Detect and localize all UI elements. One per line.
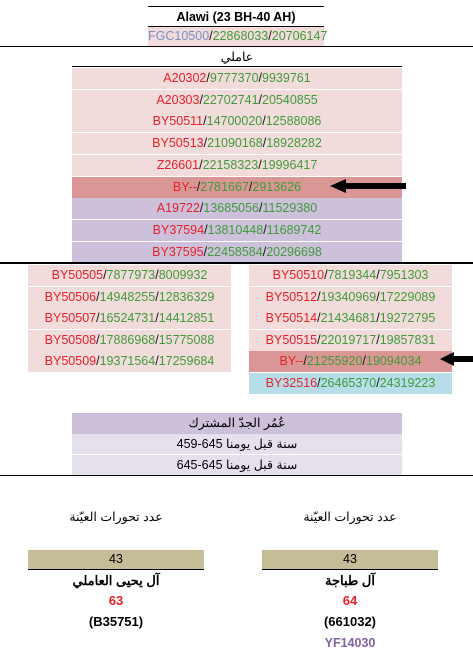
position-b: 19272795 (379, 311, 436, 325)
position-a: 21434681 (320, 311, 377, 325)
snp-name: BY50508 (44, 332, 97, 347)
snp-row: BY50507/16524731/14412851 (28, 308, 231, 329)
snp-name: BY50507 (44, 311, 97, 325)
right-kit-id: (661032) (323, 614, 377, 629)
position-a: 16524731 (99, 311, 156, 325)
left-mutation-label: عدد تحورات العيّنة (69, 510, 163, 524)
position-a: 9777370 (209, 71, 259, 85)
position-b: 12836329 (158, 289, 215, 304)
position-b: 19094034 (365, 354, 422, 368)
position-a: 14700020 (206, 114, 263, 129)
snp-name: BY50512 (265, 289, 318, 304)
position-b: 12588086 (265, 114, 322, 129)
snp-row: A19722/13685056/11529380 (72, 198, 402, 219)
snp-name: BY37594 (152, 222, 205, 237)
position-b: 20296698 (266, 244, 322, 259)
position-b: 7951303 (379, 268, 429, 282)
right-mutation-label: عدد تحورات العيّنة (303, 510, 397, 524)
snp-row: BY50509/19371564/17259684 (28, 351, 231, 372)
snp-name: BY50514 (265, 311, 318, 325)
left-count-divider (28, 569, 204, 570)
full-divider-top (0, 46, 473, 47)
position-a: 19340969 (320, 289, 377, 304)
position-a: 21255920 (306, 354, 363, 368)
position-b: 17259684 (158, 354, 215, 368)
right-snp-id: YF14030 (324, 636, 376, 650)
position-b: 8009932 (158, 268, 208, 282)
snp-name: Z26601 (156, 157, 200, 172)
arrow-left-icon (440, 352, 473, 366)
position-b: 9939761 (262, 71, 311, 85)
position-b: 24319223 (379, 375, 436, 390)
snp-row: A20303/22702741/20540855 (72, 90, 402, 111)
snp-row: BY50511/14700020/12588086 (72, 111, 402, 132)
position-b: 11529380 (262, 201, 318, 216)
snp-row: BY50508/17886968/15775088 (28, 330, 231, 351)
tmrca-divider (0, 475, 473, 476)
position-b: 2913626 (252, 179, 302, 194)
snp-row: BY50510/7819344/7951303 (249, 265, 452, 286)
position-a: 22158323 (202, 157, 259, 172)
position-a: 19371564 (99, 354, 156, 368)
position-b: 19857831 (379, 332, 436, 347)
position-a: 22702741 (202, 92, 259, 107)
header-pos-b: 20706147 (271, 29, 328, 43)
snp-row: BY--/2781667/2913626 (72, 177, 402, 198)
header-pos-a: 22868033 (212, 29, 269, 43)
snp-name: BY-- (279, 354, 304, 368)
tmrca-line-2: 645-645 سنة قبل يومنا (72, 455, 402, 475)
snp-name: BY50506 (44, 289, 97, 304)
position-a: 26465370 (320, 375, 377, 390)
snp-row: BY50512/19340969/17229089 (249, 287, 452, 308)
snp-name: BY32516 (265, 375, 318, 390)
snp-name: BY50510 (272, 268, 325, 282)
position-b: 14412851 (158, 311, 215, 325)
position-a: 17886968 (99, 332, 156, 347)
snp-row: BY50513/21090168/18928282 (72, 133, 402, 154)
snp-name: BY-- (172, 179, 197, 194)
snp-name: BY50513 (152, 136, 204, 151)
snp-name: BY50515 (265, 332, 318, 347)
snp-name: BY50505 (51, 268, 104, 282)
left-number: 63 (108, 593, 124, 608)
snp-row: BY32516/26465370/24319223 (249, 373, 452, 394)
position-a: 13685056 (203, 201, 260, 216)
position-a: 7819344 (327, 268, 377, 282)
position-b: 18928282 (266, 136, 322, 151)
right-mutation-count: 43 (262, 550, 438, 569)
snp-name: A19722 (156, 201, 200, 216)
position-a: 13810448 (207, 222, 264, 237)
branch-label: عاملي (220, 50, 254, 64)
position-a: 7877973 (106, 268, 156, 282)
position-b: 20540855 (262, 92, 318, 107)
header-snp: FGC10500 (148, 29, 210, 43)
snp-name: BY50509 (44, 354, 97, 368)
tmrca-line-1: 459-645 سنة قبل يومنا (72, 434, 402, 454)
left-family-name: آل يحيى العاملي (72, 573, 160, 588)
right-count-divider (262, 569, 438, 570)
snp-row: BY50506/14948255/12836329 (28, 287, 231, 308)
snp-row: BY--/21255920/19094034 (249, 351, 452, 372)
snp-name: BY37595 (152, 244, 204, 259)
position-b: 17229089 (379, 289, 436, 304)
header-snp-row: FGC10500/22868033/20706147 (148, 27, 324, 46)
tmrca-title: عُمُر الجدّ المشترك (72, 413, 402, 434)
right-family-name: آل طباجة (325, 573, 375, 588)
right-number: 64 (342, 593, 358, 608)
left-kit-id: (B35751) (88, 614, 144, 629)
snp-name: A20303 (156, 92, 200, 107)
position-a: 21090168 (207, 136, 263, 151)
position-a: 22458584 (207, 244, 263, 259)
snp-row: BY50514/21434681/19272795 (249, 308, 452, 329)
left-mutation-count: 43 (28, 550, 204, 569)
full-divider-split (0, 262, 473, 264)
snp-row: BY37594/13810448/11689742 (72, 220, 402, 241)
position-a: 2781667 (200, 179, 249, 194)
snp-row: BY50515/22019717/19857831 (249, 330, 452, 351)
snp-row: BY37595/22458584/20296698 (72, 242, 402, 263)
header-top-border (148, 6, 324, 7)
branch-divider (72, 66, 402, 67)
snp-name: A20302 (163, 71, 207, 85)
arrow-left-icon (330, 179, 406, 193)
snp-name: BY50511 (152, 114, 204, 129)
snp-row: BY50505/7877973/8009932 (28, 265, 231, 286)
snp-row: Z26601/22158323/19996417 (72, 155, 402, 176)
position-a: 22019717 (320, 332, 377, 347)
position-b: 15775088 (158, 332, 215, 347)
page-title: Alawi (23 BH-40 AH) (176, 10, 296, 24)
position-b: 11689742 (266, 222, 322, 237)
position-a: 14948255 (99, 289, 156, 304)
snp-row: A20302/9777370/9939761 (72, 68, 402, 89)
position-b: 19996417 (261, 157, 318, 172)
